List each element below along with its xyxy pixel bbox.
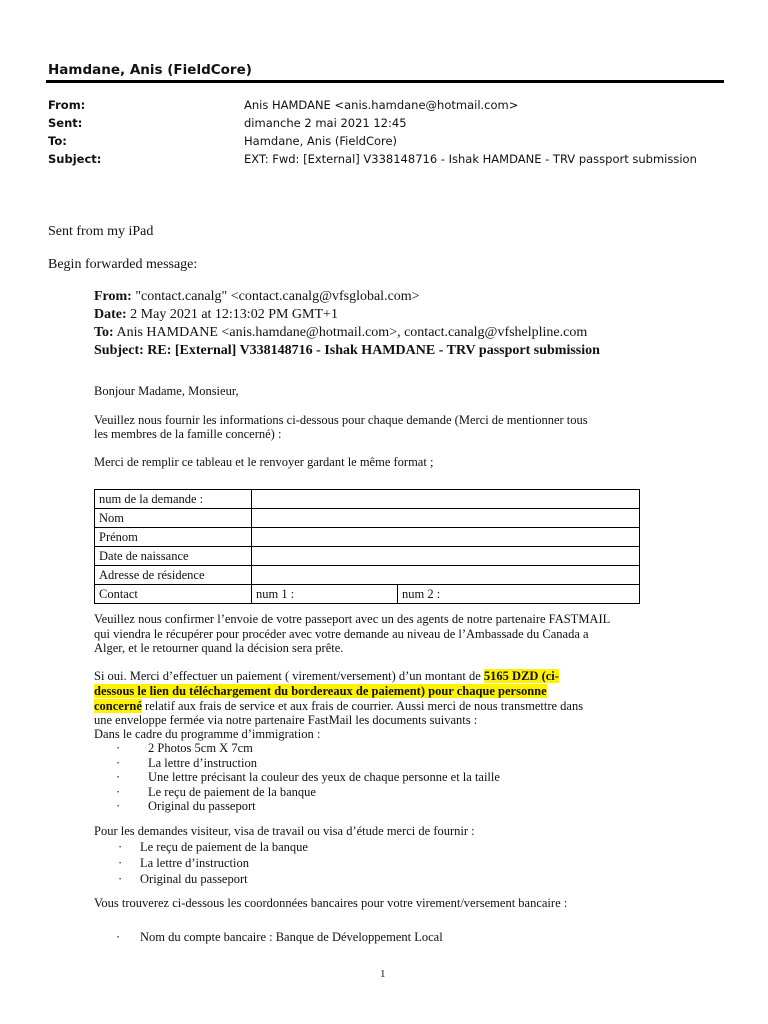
header-subject-label: Subject:: [48, 152, 102, 166]
list-item-text: Original du passeport: [140, 872, 248, 886]
list-item-text: 2 Photos 5cm X 7cm: [148, 741, 253, 755]
payment-amount-highlight: 5165 DZD (ci-: [483, 669, 559, 683]
para2: Merci de remplir ce tableau et le renvoyer gardant le même format ;: [94, 455, 434, 469]
fwd-subject-value: RE: [External] V338148716 - Ishak HAMDANE - TRV passport submission: [147, 343, 600, 358]
para4-line1: [94, 669, 559, 683]
applicant-form-table: [94, 489, 640, 604]
table-input-cell[interactable]: [252, 490, 640, 509]
table-row: [95, 509, 640, 528]
para1-line1: Veuillez nous fournir les informations ci-dessous pour chaque demande (Merci de mentionner tous: [94, 413, 588, 427]
para4-line5: Dans le cadre du programme d’immigration :: [94, 727, 321, 741]
table-input-cell[interactable]: [252, 509, 640, 528]
fwd-to-row: [94, 324, 600, 342]
fwd-subject-label: Subject:: [94, 343, 144, 358]
concerne-highlight: concerné: [94, 699, 142, 713]
fwd-from-row: [94, 288, 600, 306]
para3-line2: qui viendra le récupérer pour procéder avec votre demande au niveau de l’Ambassade du Canada a: [94, 627, 589, 641]
para4-line3: [94, 699, 583, 713]
bullet-icon: ·: [118, 872, 123, 886]
fwd-subject-row: [94, 342, 600, 360]
table-label-cell: Prénom: [95, 528, 252, 547]
bullet-icon: ·: [116, 770, 121, 784]
table-contact-num1-cell[interactable]: num 1 :: [252, 585, 398, 604]
email-header: [48, 96, 697, 168]
title-rule: [46, 80, 724, 83]
para1-line2: les membres de la famille concerné) :: [94, 427, 282, 441]
header-to-value: Hamdane, Anis (FieldCore): [244, 134, 398, 148]
table-label-cell: Adresse de résidence: [95, 566, 252, 585]
table-label-cell: Date de naissance: [95, 547, 252, 566]
table-row: [95, 585, 640, 604]
table-row: [95, 547, 640, 566]
payment-slip-link-highlight[interactable]: dessous le lien du téléchargement du bordereaux de paiement) pour chaque personne: [94, 684, 547, 698]
header-from-value: Anis HAMDANE <anis.hamdane@hotmail.com>: [244, 98, 519, 112]
list-item-text: Une lettre précisant la couleur des yeux de chaque personne et la taille: [148, 770, 500, 784]
header-subject-value: EXT: Fwd: [External] V338148716 - Ishak HAMDANE - TRV passport submission: [244, 152, 697, 166]
table-input-cell[interactable]: [252, 566, 640, 585]
greeting: Bonjour Madame, Monsieur,: [94, 384, 239, 398]
bullet-icon: ·: [116, 799, 121, 813]
table-label-cell: Contact: [95, 585, 252, 604]
list-item-text: Original du passeport: [148, 799, 256, 813]
para5: Pour les demandes visiteur, visa de travail ou visa d’étude merci de fournir :: [94, 824, 475, 838]
sent-from-line: Sent from my iPad: [48, 224, 154, 239]
table-input-cell[interactable]: [252, 547, 640, 566]
list-item-text: Nom du compte bancaire : Banque de Développement Local: [140, 930, 443, 944]
list-item-text: Le reçu de paiement de la banque: [140, 840, 308, 854]
header-from-row: [48, 96, 697, 114]
list-item-text: La lettre d’instruction: [140, 856, 249, 870]
fwd-date-label: Date:: [94, 307, 127, 322]
table-label-cell: Nom: [95, 509, 252, 528]
fwd-to-label: To:: [94, 325, 114, 340]
fwd-from-label: From:: [94, 289, 132, 304]
para3-line3: Alger, et le retourner quand la décision sera prête.: [94, 641, 344, 655]
header-subject-row: [48, 150, 697, 168]
para4-line4: une enveloppe fermée via notre partenaire FastMail les documents suivants :: [94, 713, 478, 727]
bullet-icon: ·: [116, 755, 121, 770]
table-label-cell: num de la demande :: [95, 490, 252, 509]
header-to-row: [48, 132, 697, 150]
document-owner-title: Hamdane, Anis (FieldCore): [48, 62, 252, 78]
para4-line2: [94, 684, 547, 698]
table-input-cell[interactable]: [252, 528, 640, 547]
bullet-icon: ·: [118, 856, 123, 870]
header-to-label: To:: [48, 134, 67, 148]
bullet-icon: ·: [116, 784, 121, 799]
page-number: 1: [380, 968, 386, 980]
table-contact-num2-cell[interactable]: num 2 :: [398, 585, 640, 604]
fwd-date-row: [94, 306, 600, 324]
list-item-text: Le reçu de paiement de la banque: [148, 784, 316, 799]
table-row: [95, 490, 640, 509]
bullet-icon: ·: [116, 930, 121, 944]
table-row: [95, 528, 640, 547]
begin-forwarded-line: Begin forwarded message:: [48, 257, 198, 272]
para4-line3-text: relatif aux frais de service et aux frais de courrier. Aussi merci de nous transmettre dans: [141, 699, 584, 713]
header-sent-value: dimanche 2 mai 2021 12:45: [244, 116, 407, 130]
header-sent-label: Sent:: [48, 116, 83, 130]
para4-line1-text: Si oui. Merci d’effectuer un paiement ( virement/versement) d’un montant de: [94, 669, 484, 683]
header-from-label: From:: [48, 98, 86, 112]
para3-line1: Veuillez nous confirmer l’envoie de votre passeport avec un des agents de notre partenaire FASTMAIL: [94, 612, 611, 626]
fwd-from-value: "contact.canalg" <contact.canalg@vfsglobal.com>: [135, 289, 420, 304]
forwarded-header: [94, 288, 600, 360]
fwd-date-value: 2 May 2021 at 12:13:02 PM GMT+1: [130, 307, 338, 322]
list-item-text: La lettre d’instruction: [148, 755, 257, 770]
bullet-icon: ·: [118, 840, 123, 854]
para6: Vous trouverez ci-dessous les coordonnées bancaires pour votre virement/versement bancaire :: [94, 896, 568, 910]
fwd-to-value: Anis HAMDANE <anis.hamdane@hotmail.com>, contact.canalg@vfshelpline.com: [116, 325, 588, 340]
table-row: [95, 566, 640, 585]
bullet-icon: ·: [116, 741, 121, 755]
header-sent-row: [48, 114, 697, 132]
